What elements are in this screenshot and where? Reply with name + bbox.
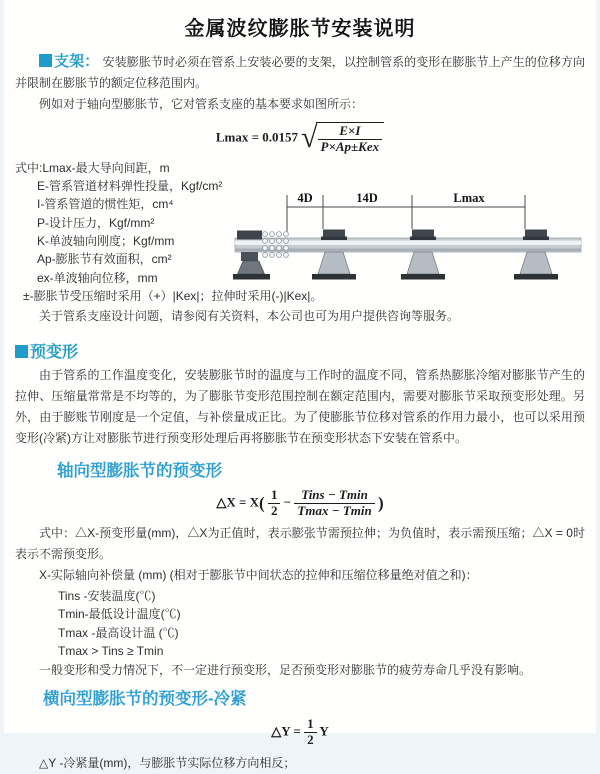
dy-formula-rhs: Y — [319, 723, 329, 739]
temp-definition-line: Tmin-最低设计温度(℃) — [58, 607, 181, 622]
axial-preform-formula — [15, 488, 585, 519]
dimension-lines — [287, 195, 525, 236]
definition-line: ex-单波轴向位移，mm — [37, 270, 158, 285]
section-square-icon — [39, 54, 52, 67]
guide-support — [312, 229, 356, 279]
sqrt-radical — [301, 122, 384, 155]
definition-line: E-管系管道材料弹性投量，Kgf/cm² — [37, 179, 223, 194]
definition-line: ±-膨胀节受压缩时采用（+）|Kex|；拉伸时采用(-)|Kex|。 — [23, 288, 323, 303]
temp-definition-line: Tins -安装温度(℃) — [58, 588, 156, 603]
lateral-preform-heading: 横向型膨胀节的预变形-冷紧 — [43, 690, 247, 709]
axial-explanation-2: X-实际轴向补偿量 (mm) (相对于膨胀节中间状态的拉伸和压缩位移量绝对值之和)： — [39, 567, 478, 582]
lmax-formula — [15, 122, 585, 155]
one-half-fraction: $\frac{1}{2}$ — [268, 488, 281, 519]
lmax-formula-denominator: P×Ap±Kex — [318, 139, 383, 155]
lateral-note: △Y -冷紧量(mm)，与膨胀节实际位移方向相反； — [39, 756, 296, 771]
lmax-formula-numerator: E×I — [339, 123, 361, 138]
dx-formula-lhs: △X = X — [216, 494, 260, 510]
consult-note: 关于管系支座设计问题，请参阅有关资料，本公司也可为用户提供咨询等服务。 — [39, 308, 460, 323]
definition-line: 式中:Lmax-最大导向间距，m — [15, 160, 170, 175]
lmax-formula-lhs: Lmax = 0.0157 — [215, 129, 299, 145]
temp-definition-line: Tmax -最高设计温 (℃) — [58, 625, 179, 640]
axial-preform-heading: 轴向型膨胀节的预变形 — [57, 461, 222, 480]
dim-label-lmax: Lmax — [453, 190, 485, 205]
dy-formula-lhs: △Y = — [271, 723, 301, 739]
one-half-fraction: $\frac{1}{2}$ — [304, 717, 317, 748]
minus-sign: − — [283, 494, 292, 510]
lateral-preform-formula — [15, 717, 585, 748]
radical-sign-icon: √ — [301, 121, 318, 155]
temperature-fraction: $\frac{\text{Tins − Tmin}}{Tmax - Tmin}$ — [294, 488, 374, 519]
support-intro-text: 安装膨胀节时必须在管系上安装必要的支架，以控制管系的变形在膨胀节上产生的位移方向并限制在膨胀节的额定位移范围内。 — [15, 55, 585, 90]
symbol-definitions-block — [15, 159, 585, 306]
dim-label-4d: 4D — [297, 190, 313, 205]
support-example-line: 例如对于轴向型膨胀节，它对管系支座的基本要求如图所示： — [39, 97, 364, 111]
page-title: 金属波纹膨胀节安装说明 — [184, 18, 416, 40]
guide-support — [401, 229, 445, 279]
dx-close-paren: ) — [377, 493, 384, 513]
section-square-icon — [15, 345, 28, 358]
definition-line: Ap-膨胀节有效面积，cm² — [37, 252, 172, 267]
temp-definition-line: Tmax > Tins ≥ Tmin — [58, 643, 164, 658]
support-intro-paragraph — [15, 51, 585, 94]
definition-line: P-设计压力，Kgf/mm² — [37, 215, 155, 230]
preform-section-heading: 预变形 — [15, 339, 585, 362]
document-page — [4, 0, 596, 771]
guide-support — [514, 229, 558, 279]
definition-line: K-单波轴向刚度；Kgf/mm — [37, 234, 175, 249]
axial-explanation-1: 式中：△X-预变形量(mm)，△X为正值时，表示膨张节需预拉伸；为负值时，表示需预压缩；△X = 0时表示不需预变形。 — [15, 525, 585, 561]
axial-note: 一般变形和受力情况下，不一定进行预变形，足否预变形对膨胀节的疲劳寿命几乎没有影响。 — [39, 663, 532, 678]
definition-line: I-管系管道的惯性矩，cm⁴ — [37, 197, 174, 212]
support-section-heading: 支架： — [54, 53, 100, 70]
preform-paragraph: 由于管系的工作温度变化，安装膨胀节时的温度与工作时的温度不同，管系热膨胀冷缩对膨胀节产生的拉伸、压缩量常常是不均等的，为了膨胀节变形范围控制在额定范围内，需要对膨胀节采取预变形处理。另外，由于膨账节刚度是一个定值，与补偿量成正比。为了使膨胀节位移对管系的作用力最小，也可以采用预变形(冷紧)方让对膨胀节进行预变形处理后再将膨胀节在预变形状态下安装在管系中。 — [15, 367, 585, 445]
dim-label-14d: 14D — [356, 190, 378, 205]
temperature-definitions — [58, 587, 585, 661]
pipe-support-diagram — [233, 189, 585, 289]
dx-open-paren: ( — [259, 493, 265, 513]
